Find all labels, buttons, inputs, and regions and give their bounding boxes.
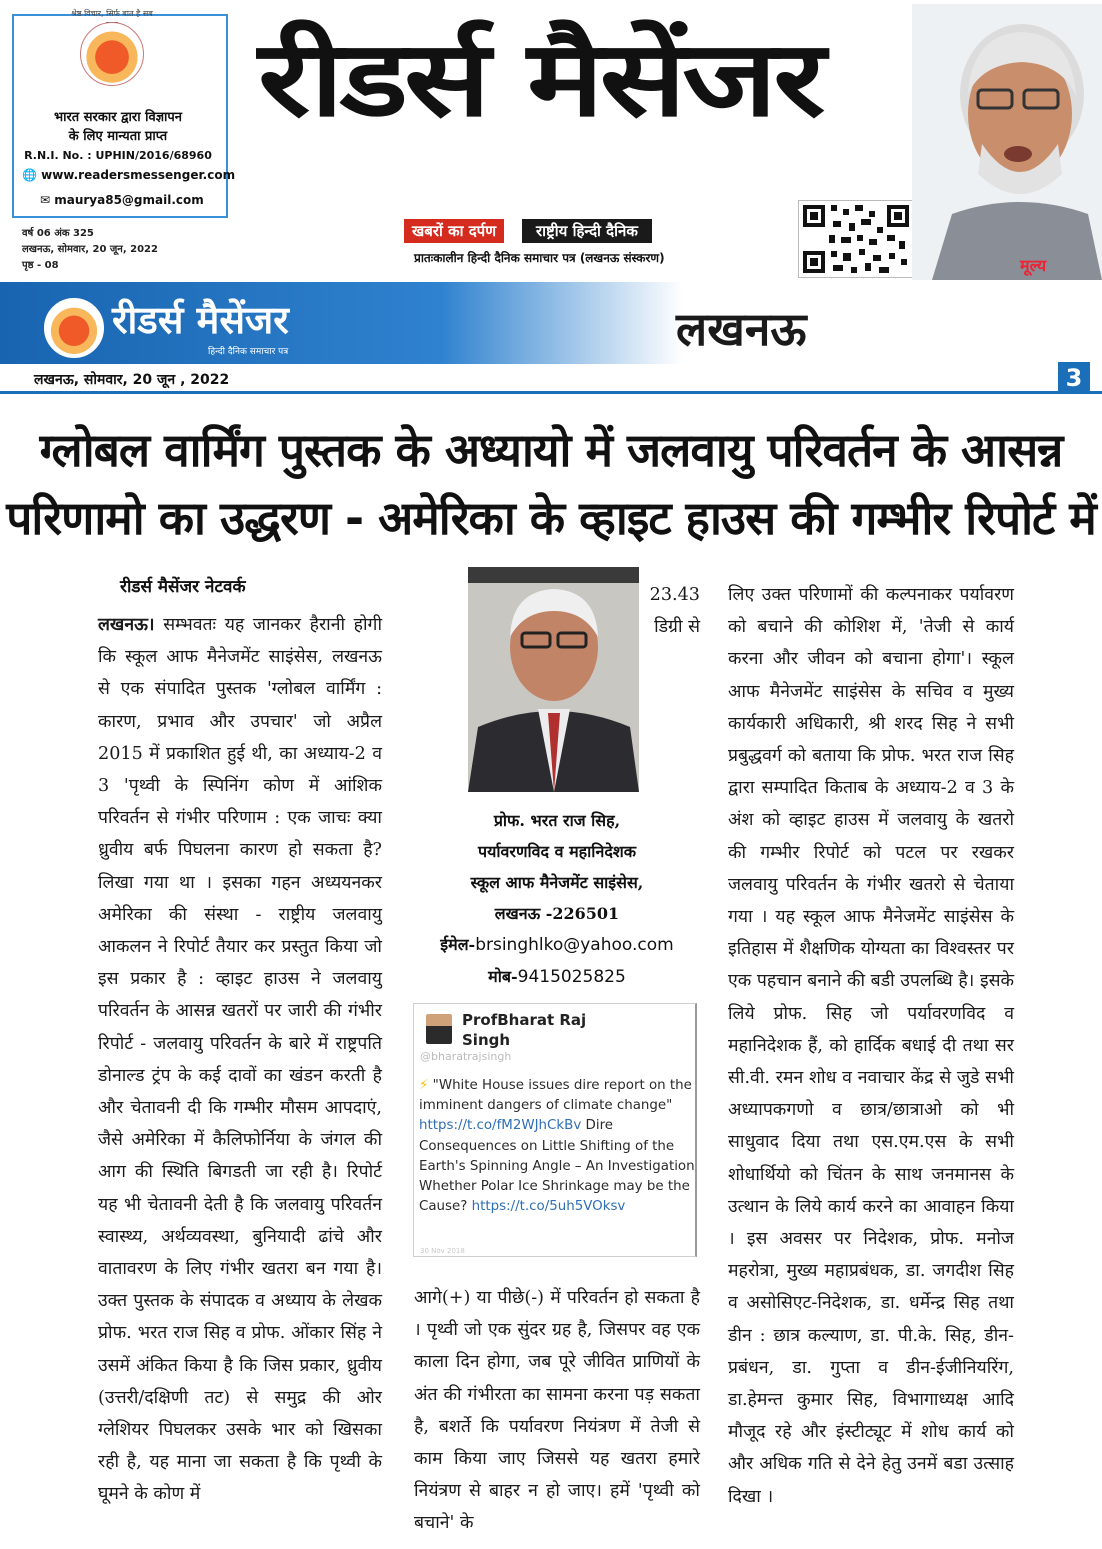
lightning-icon: ⚡ [419, 1078, 429, 1093]
column-2-top [640, 579, 700, 643]
tweet-link-1[interactable]: https://t.co/fM2WJhCkBv [419, 1118, 582, 1134]
caption-email-label: ईमेल- [440, 935, 476, 954]
tweet-body: Dire Consequences on Little Shifting of the Earth's Spinning Angle – An Investigation Whether Polar Ice Shrinkage may be the Cause? [419, 1118, 695, 1215]
recognition-line-1: भारत सरकार द्वारा विज्ञापन [53, 110, 182, 125]
issue-pages: पृष्ठ - 08 [22, 260, 59, 271]
band-paper-sub: हिन्दी दैनिक समाचार पत्र [208, 347, 289, 357]
portrait-photo [912, 4, 1102, 280]
tweet-avatar [426, 1014, 452, 1044]
qr-code-icon [798, 200, 914, 278]
column-3-text: लिए उक्त परिणामों की कल्पनाकर पर्यावरण को बचाने की कोशिश में, 'तेजी से कार्य करना और जीवन को बचाना होगा'। स्कूल आफ मैनेजमेंट साइंसेस के सचिव व मुख्य कार्यकारी अधिकारी, श्री शरद सिह ने सभी प्रबुद्धवर्ग को बताया कि प्रोफ. भरत राज सिह द्वारा सम्पादित किताब के अध्याय-2 व 3 के अंश को व्हाइट हाउस में जलवायु के खतरो की गम्भीर रिपोर्ट को पटल पर रखकर जलवायु परिवर्तन के गंभीर खतरो से चेताया गया । यह स्कूल आफ मैनेजमेंट साइंसेस के इतिहास में शैक्षणिक योग्यता का विश्वस्तर पर एक पहचान बनाने की बडी उपलब्धि है। इसके लिये प्रोफ. सिह जो पर्यावरणविद व महानिदेशक हैं, को हार्दिक बधाई दी तथा सर सी.वी. रमन शोध व नवाचार केंद्र से जुडे सभी अध्यापकगणो व छात्र/छात्राओ को भी साधुवाद दिया तथा एस.एम.एस के सभी शोधार्थियो को चिंतन के साथ जनमानस के उत्थान के लिये कार्य करने का आवाहन किया । इस अवसर पर निदेशक, प्रोफ. मनोज महरोत्रा, मुख्य महाप्रबंधक, डा. जगदीश सिह व असोसिएट-निदेशक, डा. धर्मेन्द्र सिह तथा डीन : छात्र कल्याण, डा. पी.के. सिह, डीन-प्रबंधन, डा. गुप्ता व डीन-ईजीनियरिंग, डा.हेमन्त कुमार सिह, विभागाध्यक्ष आदि मौजूद रहे और इंस्टीट्यूट में शोध कार्य को और अधिक गति से देने हेतु उनमें बडा उत्साह दिखा । [728, 585, 1014, 1507]
article-column-2 [414, 1282, 700, 1540]
caption-title: पर्यावरणविद व महानिदेशक [478, 842, 636, 861]
author-photo [468, 567, 639, 792]
caption-email-row [414, 929, 700, 961]
email-link[interactable]: maurya85@gmail.com [54, 193, 204, 207]
tweet-handle: @bharatrajsingh [420, 1050, 512, 1063]
page-dateline: लखनऊ, सोमवार, 20 जून , 2022 [34, 372, 230, 388]
caption-mobile-label: मोब- [488, 967, 518, 986]
caption-city: लखनऊ -226501 [494, 904, 620, 923]
email-row [40, 193, 204, 207]
angle-value: 23.43 [649, 585, 700, 605]
tweet-quote: "White House issues dire report on the imminent dangers of climate change" [419, 1078, 692, 1114]
website-row [22, 168, 235, 182]
price-label: मूल्य [1020, 256, 1047, 275]
band-paper-name: रीडर्स मैसेंजर [112, 298, 289, 342]
tagline-black: राष्ट्रीय हिन्दी दैनिक [522, 219, 652, 243]
rni-number: R.N.I. No. : UPHIN/2016/68960 [24, 149, 212, 162]
website-link[interactable]: www.readersmessenger.com [41, 168, 236, 182]
masthead-title: रीडर्स मैसेंजर [258, 18, 822, 141]
newspaper-logo [80, 22, 144, 86]
byline: रीडर्स मैसेंजर नेटवर्क [120, 577, 246, 597]
photo-caption [414, 805, 700, 993]
tweet-date: 30 Nov 2018 [420, 1247, 465, 1255]
tagline-red: खबरों का दर्पण [404, 219, 504, 243]
masthead-subline: प्रातःकालीन हिन्दी दैनिक समाचार पत्र (लखनऊ संस्करण) [414, 251, 665, 265]
caption-mobile: 9415025825 [517, 967, 626, 987]
column-1-text: सम्भवतः यह जानकर हैरानी होगी कि स्कूल आफ मैनेजमेंट साइंसेस, लखनऊ से एक संपादित पुस्तक 'ग्लोबल वार्मिंग : कारण, प्रभाव और उपचार' जो अप्रैल 2015 में प्रकाशित हुई थी, का अध्याय-2 व 3 'पृथ्वी के स्पिनिंग कोण में आंशिक परिवर्तन से गंभीर परिणाम : एक जाचः क्या ध्रुवीय बर्फ पिघलना कारण हो सकता है? लिखा गया था । इसका गहन अध्ययनकर अमेरिका की संस्था - राष्ट्रीय जलवायु आकलन ने रिपोर्ट तैयार कर प्रस्तुत किया जो इस प्रकार है : व्हाइट हाउस ने जलवायु परिवर्तन के आसन्न खतरों पर जारी की गंभीर रिपोर्ट - जलवायु परिवर्तन के बारे में राष्ट्रपति डोनाल्ड ट्रंप के कई दावों का खंडन करती है और चेतावनी दी कि गम्भीर मौसम आपदाएं, जैसे अमेरिका में कैलिफोर्निया के जंगल की आग की स्थिति बिगडती जा रही है। रिपोर्ट यह भी चेतावनी देती है कि जलवायु परिवर्तन स्वास्थ्य, अर्थव्यवस्था, बुनियादी ढांचे और वातावरण के लिए गंभीर खतरा बन गया है। उक्त पुस्तक के संपादक व अध्याय के लेखक प्रोफ. भरत राज सिह व प्रोफ. ओंकार सिंह ने उसमें अंकित किया है कि जिस प्रकार, ध्रुवीय (उत्तरी/दक्षिणी तट) से समुद्र की ओर ग्लेशियर पिघलकर उसके भार को खिसका रही है, यह माना जा सकता है कि पृथ्वी के घूमने के कोण में [98, 615, 382, 1505]
mail-icon: ✉ [40, 193, 55, 207]
globe-icon: 🌐 [22, 168, 42, 182]
issue-info [22, 226, 158, 274]
issue-volume: वर्ष 06 अंक 325 [22, 228, 94, 239]
issue-date: लखनऊ, सोमवार, 20 जून, 2022 [22, 244, 158, 255]
column-2-text: आगे(+) या पीछे(-) में परिवर्तन हो सकता है । पृथ्वी जो एक सुंदर ग्रह है, जिसपर वह एक काला दिन होगा, जब पूरे जीवित प्राणियों के अंत की गंभीरता का सामना करना पड़ सकता है, बशर्ते कि पर्यावरण नियंत्रण में तेजी से काम किया जाए जिससे यह खतरा हमारे नियंत्रण से बाहर न हो जाए। हमें 'पृथ्वी को बचाने' के [414, 1288, 700, 1534]
caption-institute: स्कूल आफ मैनेजमेंट साइंसेस, [470, 873, 644, 892]
tweet-author-name: ProfBharat Raj Singh [462, 1011, 587, 1049]
tweet-link-2[interactable]: https://t.co/5uh5VOksv [471, 1199, 626, 1215]
section-city: लखनऊ [676, 302, 807, 356]
article-column-3 [728, 579, 1014, 1513]
tweet-text [419, 1076, 695, 1217]
caption-mobile-row [414, 961, 700, 993]
caption-email[interactable]: brsinghlko@yahoo.com [475, 935, 674, 955]
caption-name: प्रोफ. भरत राज सिह, [493, 811, 621, 830]
logo-arc-text: श्रेष्ठ विचार, सिर्फ बात है सब [71, 9, 153, 18]
headline-line-1: ग्लोबल वार्मिंग पुस्तक के अध्यायो में जलवायु परिवर्तन के आसन्न [39, 423, 1063, 477]
recognition-line-2: के लिए मान्यता प्राप्त [68, 129, 168, 144]
band-logo [44, 298, 104, 358]
page-number: 3 [1058, 362, 1090, 394]
article-column-1 [98, 609, 382, 1511]
article-dateline: लखनऊ। [98, 614, 155, 635]
headline-line-2: परिणामो का उद्धरण - अमेरिका के व्हाइट हाउस की गम्भीर रिपोर्ट में [6, 491, 1096, 545]
angle-unit: डिग्री से [654, 617, 700, 638]
